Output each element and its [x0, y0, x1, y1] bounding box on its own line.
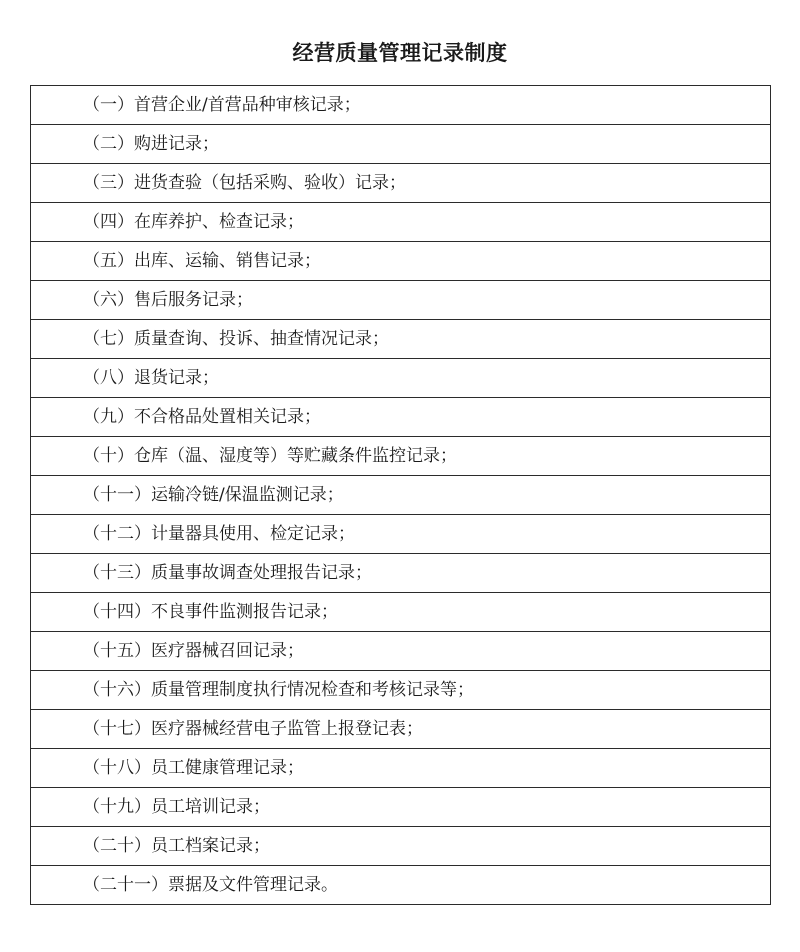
table-row: [31, 671, 771, 710]
title-part-regular: 经营质: [292, 41, 357, 66]
record-item: （九）不合格品处置相关记录；: [31, 398, 771, 437]
table-row: [31, 866, 771, 905]
record-item: （十）仓库（温、湿度等）等贮藏条件监控记录；: [31, 437, 771, 476]
table-row: [31, 554, 771, 593]
table-row: [31, 242, 771, 281]
table-row: [31, 398, 771, 437]
record-item: （十六）质量管理制度执行情况检查和考核记录等；: [31, 671, 771, 710]
record-item: （二十一）票据及文件管理记录。: [31, 866, 771, 905]
record-item: （二十）员工档案记录；: [31, 827, 771, 866]
table-row: [31, 710, 771, 749]
table-row: [31, 437, 771, 476]
record-item: （十三）质量事故调查处理报告记录；: [31, 554, 771, 593]
table-row: [31, 164, 771, 203]
record-item: （十二）计量器具使用、检定记录；: [31, 515, 771, 554]
record-item: （五）出库、运输、销售记录；: [31, 242, 771, 281]
table-row: [31, 125, 771, 164]
table-row: [31, 515, 771, 554]
table-row: [31, 359, 771, 398]
title-part-bold-2: 制度: [464, 41, 508, 66]
record-item: （十九）员工培训记录；: [31, 788, 771, 827]
record-item: （十一）运输冷链/保温监测记录；: [31, 476, 771, 515]
record-item: （十七）医疗器械经营电子监管上报登记表；: [31, 710, 771, 749]
record-item: （十四）不良事件监测报告记录；: [31, 593, 771, 632]
table-row: [31, 593, 771, 632]
table-row: [31, 476, 771, 515]
table-row: [31, 827, 771, 866]
record-item: （四）在库养护、检查记录；: [31, 203, 771, 242]
table-row: [31, 281, 771, 320]
record-item: （十五）医疗器械召回记录；: [31, 632, 771, 671]
page-title: [0, 38, 800, 68]
record-item: （十八）员工健康管理记录；: [31, 749, 771, 788]
record-item: （二）购进记录；: [31, 125, 771, 164]
table-row: [31, 203, 771, 242]
title-part-regular-2: 记录: [421, 41, 465, 66]
record-item: （七）质量查询、投诉、抽查情况记录；: [31, 320, 771, 359]
title-part-bold: 量管理: [357, 41, 422, 66]
record-item: （六）售后服务记录；: [31, 281, 771, 320]
records-table: [30, 85, 771, 905]
table-row: [31, 632, 771, 671]
record-item: （八）退货记录；: [31, 359, 771, 398]
table-row: [31, 86, 771, 125]
table-row: [31, 749, 771, 788]
table-row: [31, 788, 771, 827]
record-item: （一）首营企业/首营品种审核记录；: [31, 86, 771, 125]
table-row: [31, 320, 771, 359]
record-item: （三）进货查验（包括采购、验收）记录；: [31, 164, 771, 203]
